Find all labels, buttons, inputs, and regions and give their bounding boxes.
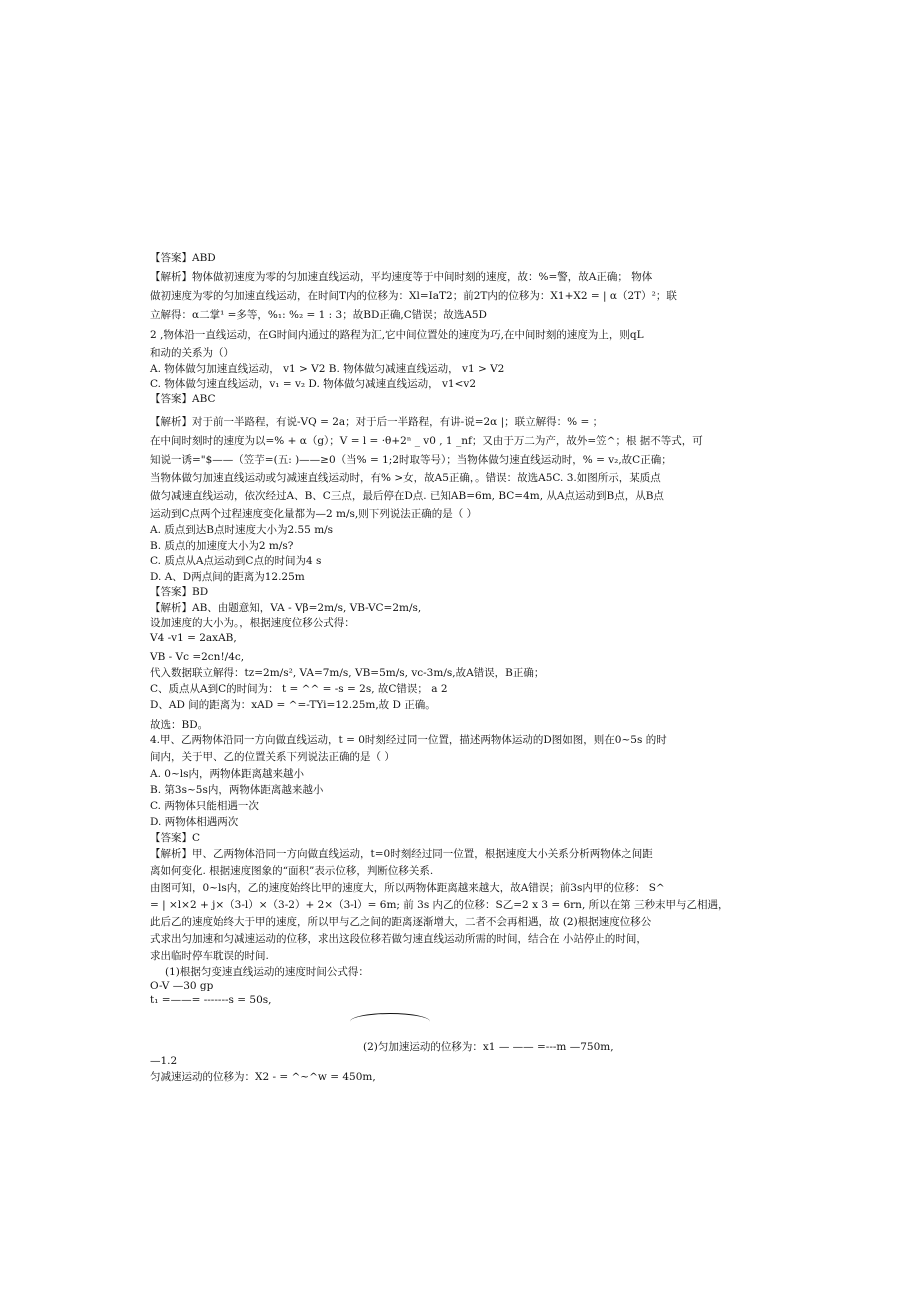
text-line: D、AD 间的距离为：xAD = ^=-TYi=12.25m,故 D 正确。 — [150, 699, 436, 711]
text-line: 知说一诱="$——（笠芋=(五: )——≥0（当% = 1;2时取等号）；当物体做匀速直线运动时，% = v₂,故C正确； — [150, 454, 672, 466]
text-line: 和动的关系为（） — [150, 347, 234, 359]
text-line: 【解析】甲、乙两物体沿同一方向做直线运动，t=0时刻经过同一位置，根据速度大小关系分析两物体之间距 — [150, 848, 653, 860]
text-line: 【答案】ABD — [150, 252, 216, 264]
text-line: VB - Vc =2cn!/4c, — [150, 651, 245, 663]
text-line: 离如何变化. 根据速度图象的“面积”表示位移，判断位移关系. — [150, 865, 434, 877]
text-line: 在中间时刻时的速度为以=% + α（g）；V = l = ·θ+2ⁿ _ v0 , 1 _nf；又由于万二为产，故外=笠^；根 据不等式，可 — [150, 435, 703, 447]
text-line: 当物体做匀加速直线运动或匀减速直线运动时，有% >女，故A5正确，。错误：故选A5C. 3.如图所示，某质点 — [150, 472, 661, 484]
text-line: 立解得：α二掌¹ =多等，%₁: %₂ = 1 : 3；故BD正确,C错误；故选A5D — [150, 309, 487, 321]
text-line: (1)根据匀变速直线运动的速度时间公式得： — [165, 966, 369, 978]
text-line: B. 质点的加速度大小为2 m/s? — [150, 540, 294, 552]
text-line: A. 质点到达B点时速度大小为2.55 m/s — [150, 524, 334, 536]
text-line: 4.甲、乙两物体沿同一方向做直线运动，t = 0时刻经过同一位置，描述两物体运动的D图如图，则在0~5s 的时 — [150, 734, 667, 746]
text-line: 匀减速运动的位移为：X2 - = ^~^w = 450m, — [150, 1071, 376, 1083]
text-line: A. 0~ls内，两物体距离越来越小 — [150, 768, 304, 780]
text-line: 式求出匀加速和匀减速运动的位移，求出这段位移若做匀速直线运动所需的时间，结合在 小站停止的时间， — [150, 933, 647, 945]
text-line: = | ×l×2 + j×（3-l）×（3-2）+ 2×（3-l）= 6m; 前 3s 内乙的位移：S乙=2 x 3 = 6rn, 所以在第 三秒末甲与乙相遇， — [150, 899, 729, 911]
text-line: 此后乙的速度始终大于甲的速度，所以甲与乙之间的距离逐渐增大，二者不会再相遇，故 (2)根据速度位移公 — [150, 916, 652, 928]
text-line: C、质点从A到C的时间为： t = ^^ = -s = 2s, 故C错误； a 2 — [150, 683, 448, 695]
text-line: t₁ =——= -------s = 50s, — [150, 994, 272, 1006]
text-line: 做匀减速直线运动，依次经过A、B、C三点，最后停在D点. 已知AB=6m, BC=4m, 从A点运动到B点，从B点 — [150, 490, 664, 502]
text-line: 由图可知，0~ls内，乙的速度始终比甲的速度大，所以两物体距离越来越大，故A错误；前3s内甲的位移： S^ — [150, 882, 665, 894]
text-line: 2 ,物体沿一直线运动，在G时间内通过的路程为汇,它中间位置处的速度为巧,在中间时刻的速度为上，则qL — [150, 329, 644, 341]
text-line: 设加速度的大小为。，根据速度位移公式得： — [150, 617, 355, 629]
text-line: D. A、D两点间的距离为12.25m — [150, 571, 305, 583]
text-line: 【答案】ABC — [150, 393, 216, 405]
handwritten-arc-mark — [350, 1013, 430, 1030]
text-line: 代入数据联立解得：tz=2m/s², VA=7m/s, VB=5m/s, vc-3m/s,故A错误，B正确； — [150, 667, 545, 679]
text-line: C. 两物体只能相遇一次 — [150, 800, 259, 812]
text-line: C. 物体做匀速直线运动，v₁ = v₂ D. 物体做匀减速直线运动， v1<v2 — [150, 378, 477, 390]
text-line: 【答案】C — [150, 832, 201, 844]
text-line: (2)匀加速运动的位移为：x1 — —— =---m —750m, — [363, 1041, 614, 1053]
text-line: 求出临时停车耽误的时间. — [150, 950, 269, 962]
text-line: 间内，关于甲、乙的位置关系下列说法正确的是（ ） — [150, 751, 395, 763]
text-line: 【解析】对于前一半路程，有说-VQ = 2a；对于后一半路程，有讲-说=2α |；联立解得：% = ； — [150, 416, 604, 428]
text-line: 故选：BD。 — [150, 719, 209, 731]
text-line: A. 物体做匀加速直线运动， v1 > V2 B. 物体做匀减速直线运动， v1 > V2 — [150, 363, 505, 375]
text-line: O-V —30 gp — [150, 980, 214, 992]
text-line: —1.2 — [150, 1055, 178, 1067]
text-line: V4 -v1 = 2axAB, — [150, 632, 237, 644]
text-line: D. 两物体相遇两次 — [150, 816, 239, 828]
text-line: 【解析】物体做初速度为零的匀加速直线运动，平均速度等于中间时刻的速度，故：%=警，故A正确； 物体 — [150, 271, 653, 283]
text-line: 做初速度为零的匀加速直线运动，在时间T内的位移为：Xl=IaT2；前2T内的位移为：X1+X2 = | α（2T）²；联 — [150, 290, 677, 302]
text-line: C. 质点从A点运动到C点的时间为4 s — [150, 555, 322, 567]
text-line: B. 第3s~5s内，两物体距离越来越小 — [150, 784, 324, 796]
text-line: 【答案】BD — [150, 586, 209, 598]
text-line: 运动到C点两个过程速度变化量都为—2 m/s,则下列说法正确的是（ ） — [150, 508, 478, 520]
text-line: 【解析】AB、由题意知，VA - Vβ=2m/s, VB-VC=2m/s, — [150, 602, 422, 614]
